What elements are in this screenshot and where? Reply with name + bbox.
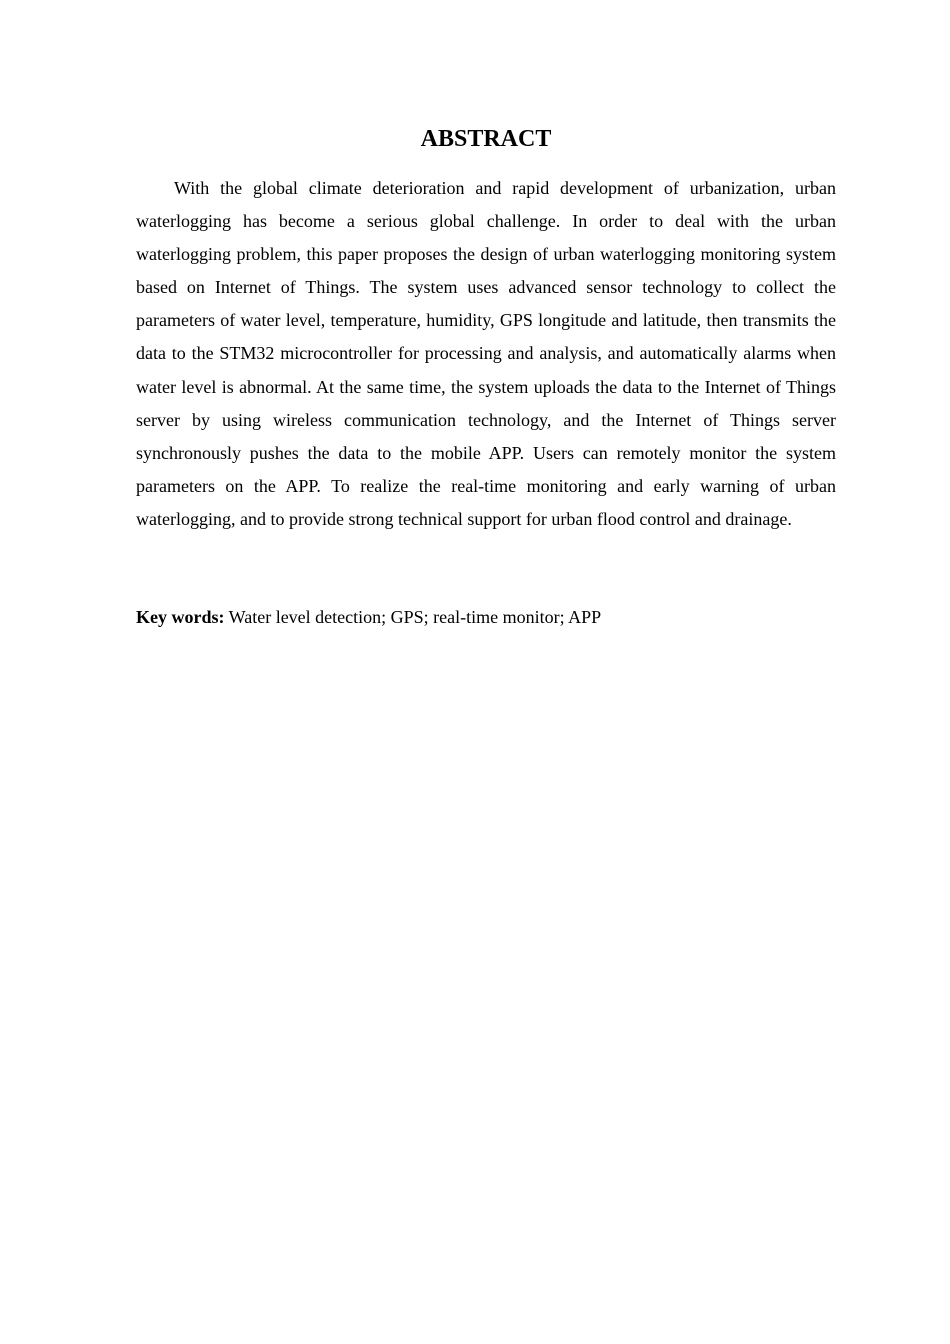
keywords-text: Water level detection; GPS; real-time monitor; APP xyxy=(224,607,602,627)
keywords-label: Key words: xyxy=(136,607,225,627)
abstract-body: With the global climate deterioration and rapid development of urbanization, urban waterlogging has become a serious global challenge. In order to deal with the urban waterlogging problem, this paper proposes the design of urban waterlogging monitoring system based on Internet of Things. The system uses advanced sensor technology to collect the parameters of water level, temperature, humidity, GPS longitude and latitude, then transmits the data to the STM32 microcontroller for processing and analysis, and automatically alarms when water level is abnormal. At the same time, the system uploads the data to the Internet of Things server by using wireless communication technology, and the Internet of Things server synchronously pushes the data to the mobile APP. Users can remotely monitor the system parameters on the APP. To realize the real-time monitoring and early warning of urban waterlogging, and to provide strong technical support for urban flood control and drainage. xyxy=(136,178,836,529)
keywords-line xyxy=(136,601,836,634)
abstract-title: ABSTRACT xyxy=(420,126,552,152)
